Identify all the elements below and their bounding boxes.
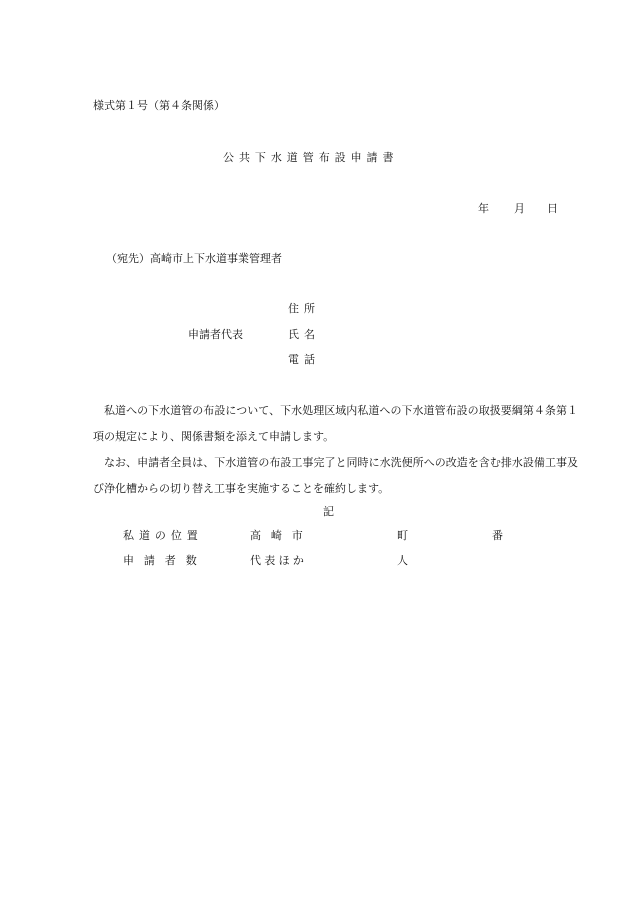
form-number: 様式第１号（第４条関係）	[93, 99, 225, 112]
date-day-label: 日	[547, 202, 558, 215]
location-city: 高崎市	[250, 529, 313, 542]
location-town-label: 町	[397, 529, 408, 542]
applicant-count-label: 申請者数	[123, 554, 207, 567]
name-label: 氏名	[288, 328, 320, 341]
ki-heading: 記	[323, 505, 334, 518]
applicant-representative-label: 申請者代表	[188, 328, 243, 341]
addressee: （宛先）高崎市上下水道事業管理者	[106, 252, 282, 265]
phone-label: 電話	[288, 353, 320, 366]
date-month-label: 月	[514, 202, 525, 215]
document-title: 公共下水道管布設申請書	[223, 151, 399, 164]
address-label: 住所	[288, 302, 320, 315]
applicant-count-prefix: 代表ほか	[250, 554, 308, 567]
body-paragraph-1: 私道への下水道管の布設について、下水処理区域内私道への下水道管布設の取扱要綱第４条第１項の規定により、関係書類を添えて申請します。	[93, 404, 578, 443]
location-label: 私道の位置	[123, 529, 203, 542]
applicant-count-unit: 人	[397, 554, 408, 567]
body-paragraph-2: なお、申請者全員は、下水道管の布設工事完了と同時に水洗便所への改造を含む排水設備工事及び浄化槽からの切り替え工事を実施することを確約します。	[93, 456, 578, 495]
location-number-label: 番	[492, 529, 503, 542]
date-year-label: 年	[478, 202, 489, 215]
